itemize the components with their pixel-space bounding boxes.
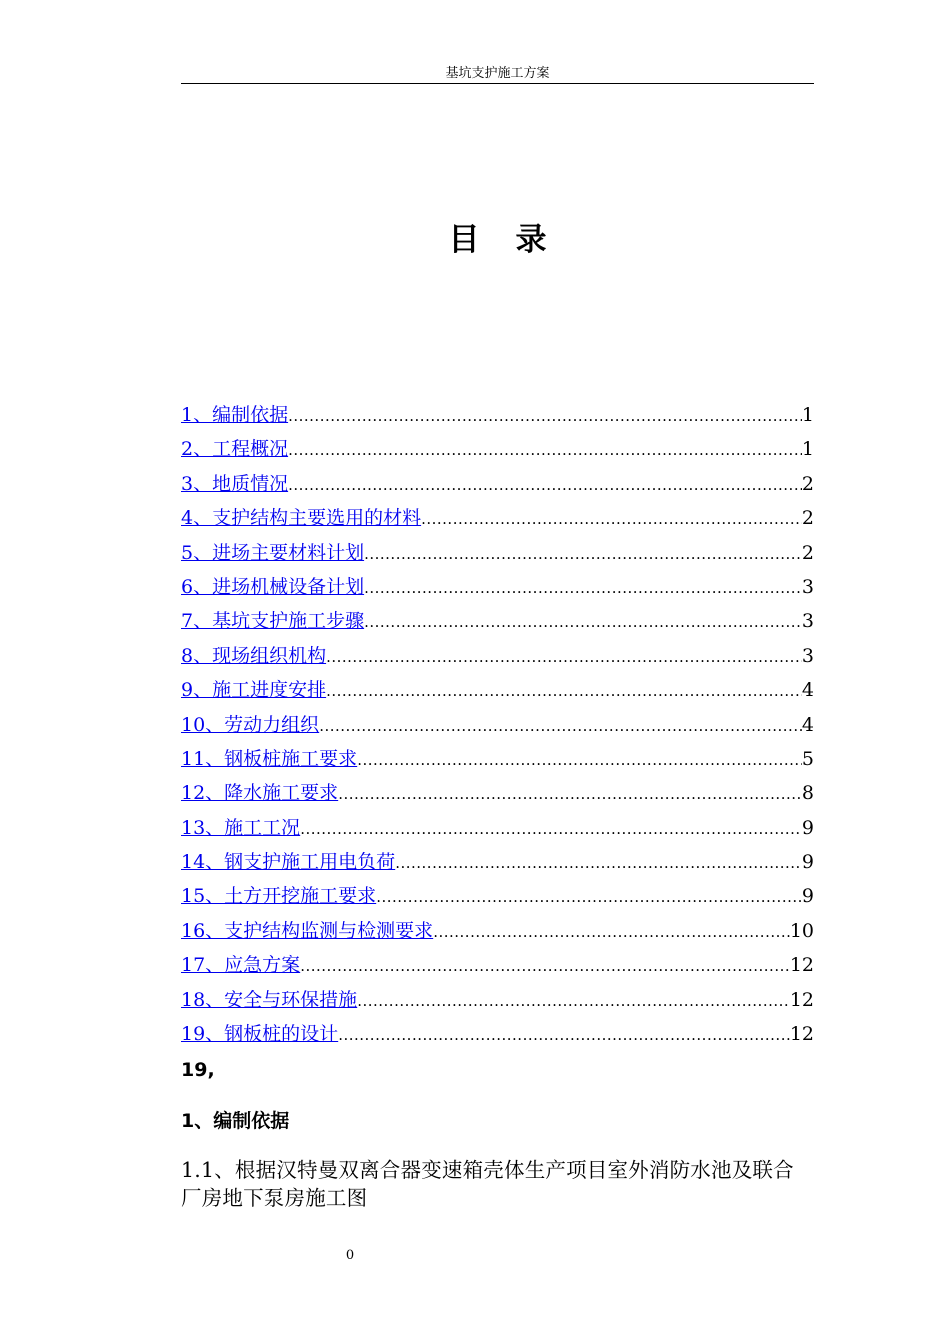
toc-entry-link[interactable]: 1、编制依据	[181, 404, 289, 426]
toc-page-number: 4	[801, 679, 814, 702]
toc-leader-dots	[288, 468, 802, 502]
toc-entry[interactable]	[181, 501, 814, 535]
toc-page-number: 3	[801, 610, 814, 633]
toc-page-number: 12	[789, 1023, 814, 1046]
toc-page-number: 1	[801, 404, 814, 426]
toc-entry[interactable]	[181, 708, 814, 742]
toc-leader-dots	[357, 984, 790, 1018]
toc-leader-dots	[364, 537, 802, 571]
toc-page-number: 3	[801, 575, 814, 598]
toc-entry-link[interactable]: 16、支护结构监测与检测要求	[181, 919, 434, 942]
toc-page-number: 3	[801, 644, 814, 667]
toc-entry[interactable]	[181, 879, 814, 913]
toc-page-number: 1	[801, 438, 814, 461]
table-of-contents	[181, 398, 814, 1051]
toc-entry[interactable]	[181, 570, 814, 604]
toc-entry[interactable]	[181, 432, 814, 466]
toc-title-char-2: 录	[515, 222, 547, 258]
running-header: 基坑支护施工方案	[445, 66, 550, 81]
page-number: 0	[345, 1248, 355, 1263]
stray-text: 19,	[181, 1059, 215, 1081]
toc-entry[interactable]	[181, 776, 814, 810]
toc-entry-link[interactable]: 19、钢板桩的设计	[181, 1023, 339, 1046]
toc-leader-dots	[300, 949, 790, 983]
toc-leader-dots	[364, 605, 802, 639]
header-rule	[181, 83, 814, 84]
toc-entry-link[interactable]: 7、基坑支护施工步骤	[181, 610, 365, 633]
toc-entry[interactable]	[181, 742, 814, 776]
toc-entry-link[interactable]: 5、进场主要材料计划	[181, 541, 365, 564]
toc-entry-link[interactable]: 17、应急方案	[181, 954, 301, 977]
toc-entry[interactable]	[181, 673, 814, 707]
toc-entry[interactable]	[181, 604, 814, 638]
toc-page-number: 2	[801, 507, 814, 530]
toc-page-number: 10	[789, 919, 814, 942]
toc-entry[interactable]	[181, 845, 814, 879]
toc-entry-link[interactable]: 13、施工工况	[181, 816, 301, 839]
toc-leader-dots	[357, 743, 802, 777]
toc-page-number: 5	[801, 747, 814, 770]
toc-entry-link[interactable]: 12、降水施工要求	[181, 782, 339, 805]
toc-entry-link[interactable]: 9、施工进度安排	[181, 679, 327, 702]
toc-leader-dots	[288, 399, 802, 433]
toc-leader-dots	[319, 709, 802, 743]
toc-page-number: 12	[789, 954, 814, 977]
toc-entry-link[interactable]: 10、劳动力组织	[181, 713, 320, 736]
toc-entry[interactable]	[181, 536, 814, 570]
toc-page-number: 2	[801, 541, 814, 564]
toc-entry-link[interactable]: 4、支护结构主要选用的材料	[181, 507, 422, 530]
toc-page-number: 8	[801, 782, 814, 805]
toc-entry-link[interactable]: 18、安全与环保措施	[181, 988, 358, 1011]
toc-entry-link[interactable]: 14、钢支护施工用电负荷	[181, 851, 396, 874]
toc-entry-link[interactable]: 15、土方开挖施工要求	[181, 885, 377, 908]
toc-title-char-1: 目	[448, 222, 480, 258]
toc-entry-link[interactable]: 2、工程概况	[181, 438, 289, 461]
toc-leader-dots	[376, 880, 802, 914]
toc-leader-dots	[338, 1018, 790, 1052]
toc-entry-link[interactable]: 11、钢板桩施工要求	[181, 747, 358, 770]
toc-entry-link[interactable]: 8、现场组织机构	[181, 644, 327, 667]
toc-title	[181, 218, 814, 262]
toc-leader-dots	[300, 812, 802, 846]
toc-entry[interactable]	[181, 811, 814, 845]
toc-entry[interactable]	[181, 914, 814, 948]
toc-page-number: 4	[801, 713, 814, 736]
toc-page-number: 9	[801, 885, 814, 908]
toc-entry[interactable]	[181, 639, 814, 673]
toc-leader-dots	[395, 846, 802, 880]
toc-leader-dots	[288, 433, 802, 467]
toc-leader-dots	[433, 915, 790, 949]
toc-entry[interactable]	[181, 467, 814, 501]
toc-leader-dots	[326, 640, 802, 674]
toc-page-number: 2	[801, 472, 814, 495]
toc-leader-dots	[326, 674, 802, 708]
toc-page-number: 9	[801, 816, 814, 839]
body-paragraph: 1.1、根据汉特曼双离合器变速箱壳体生产项目室外消防水池及联合厂房地下泵房施工图	[181, 1158, 794, 1210]
toc-leader-dots	[421, 502, 802, 536]
toc-entry[interactable]	[181, 1017, 814, 1051]
toc-entry-link[interactable]: 3、地质情况	[181, 472, 289, 495]
toc-entry[interactable]	[181, 948, 814, 982]
toc-entry-link[interactable]: 6、进场机械设备计划	[181, 575, 365, 598]
toc-leader-dots	[338, 777, 802, 811]
toc-page-number: 9	[801, 851, 814, 874]
toc-page-number: 12	[789, 988, 814, 1011]
section-heading: 1、编制依据	[181, 1110, 290, 1132]
toc-entry[interactable]	[181, 983, 814, 1017]
toc-entry[interactable]	[181, 398, 814, 432]
toc-leader-dots	[364, 571, 802, 605]
